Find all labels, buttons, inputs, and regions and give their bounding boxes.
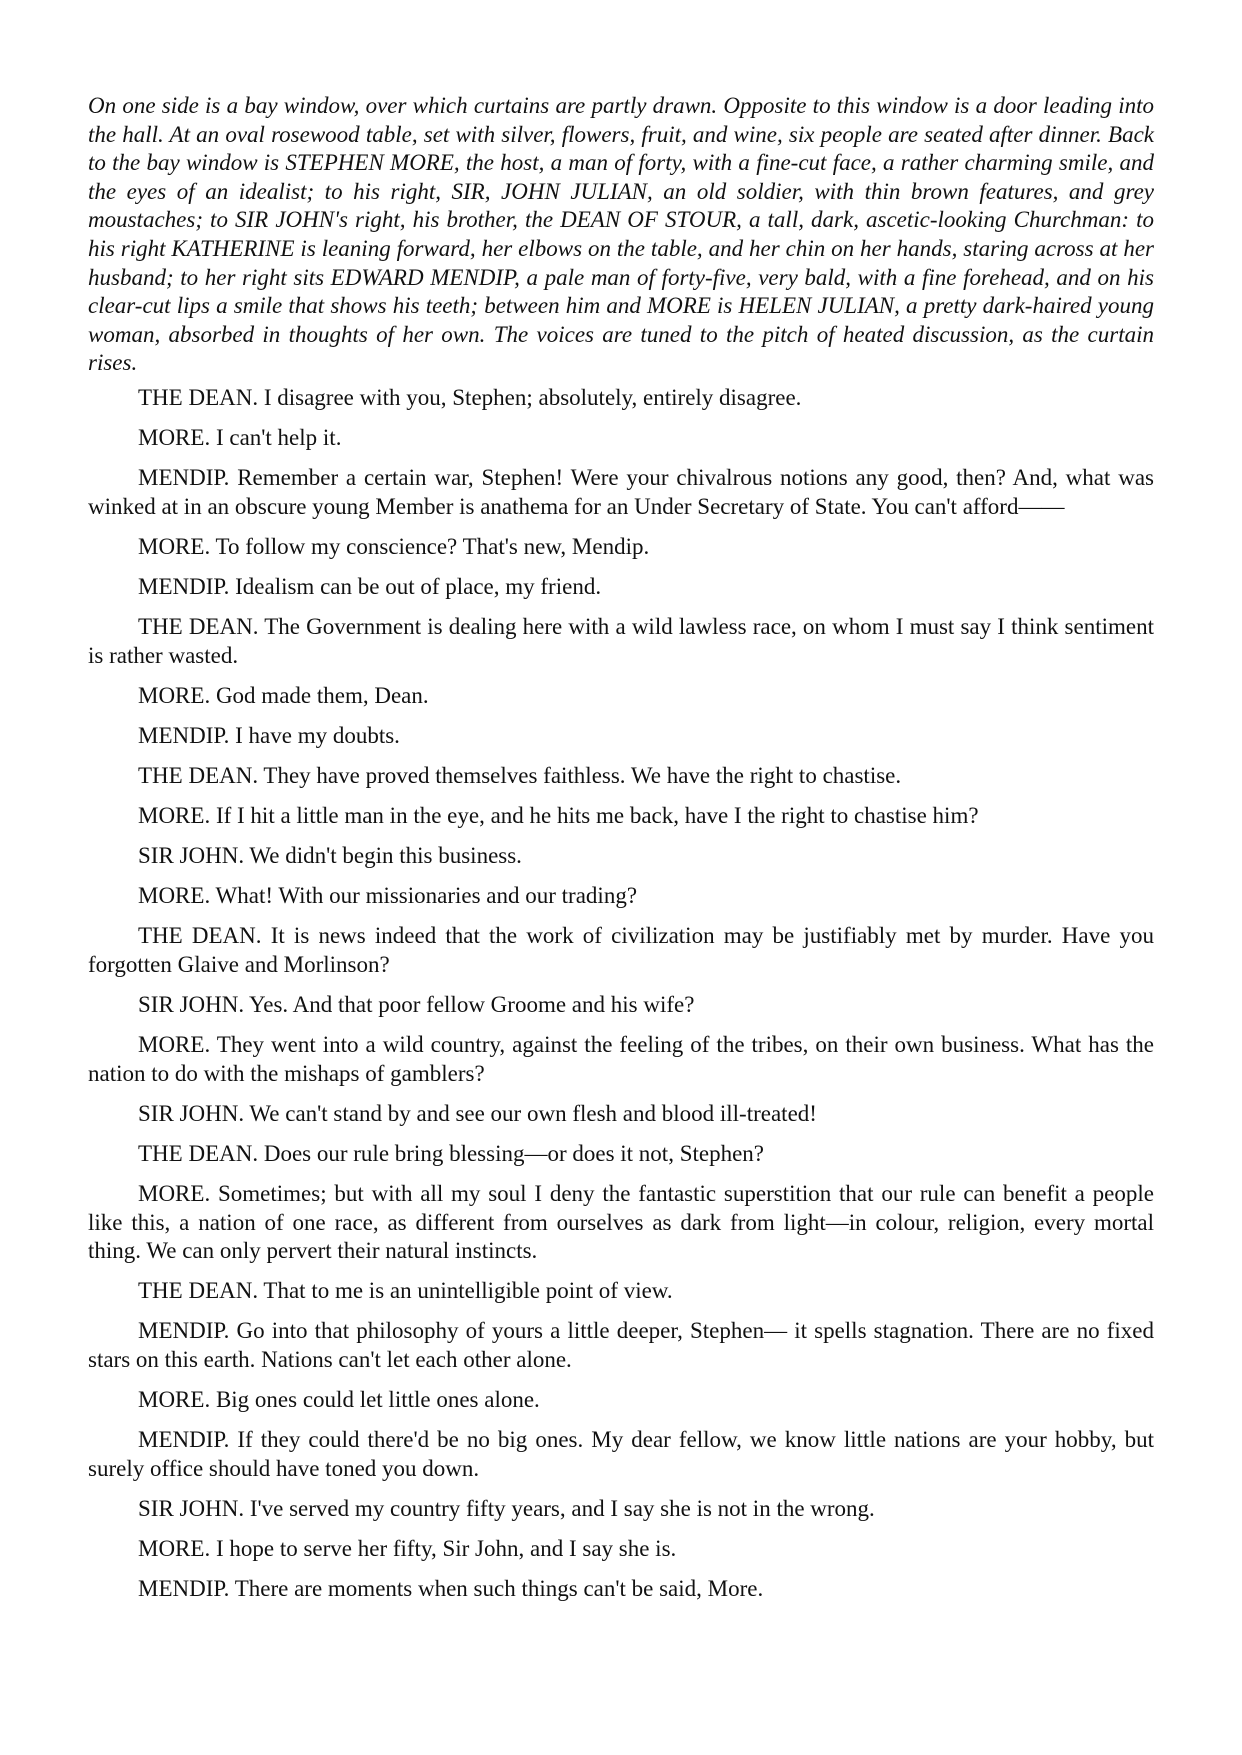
dialogue-line: MENDIP. Remember a certain war, Stephen! Were your chivalrous notions any good, then? And, what was winked at in an obscure young Member is anathema for an Under Secretary of State. You can't afford—— <box>88 465 1154 519</box>
dialogue-line: THE DEAN. It is news indeed that the work of civilization may be justifiably met by murder. Have you forgotten Glaive and Morlinson? <box>88 923 1154 977</box>
dialogue-line: MENDIP. There are moments when such things can't be said, More. <box>138 1575 764 1601</box>
dialogue-line: MENDIP. If they could there'd be no big ones. My dear fellow, we know little nations are your hobby, but surely office should have toned you down. <box>88 1427 1154 1481</box>
dialogue-line: THE DEAN. They have proved themselves faithless. We have the right to chastise. <box>138 762 902 788</box>
dialogue-line: THE DEAN. Does our rule bring blessing—or does it not, Stephen? <box>138 1140 765 1166</box>
dialogue-line: MORE. What! With our missionaries and our trading? <box>138 883 638 909</box>
dialogue-line: THE DEAN. That to me is an unintelligible point of view. <box>138 1278 673 1304</box>
dialogue-line: MENDIP. I have my doubts. <box>138 722 400 748</box>
dialogue-line: SIR JOHN. We can't stand by and see our own flesh and blood ill-treated! <box>138 1100 817 1126</box>
document-page <box>88 92 1154 1615</box>
dialogue-line: MORE. They went into a wild country, against the feeling of the tribes, on their own business. What has the nation to do with the mishaps of gamblers? <box>88 1032 1154 1086</box>
dialogue-line: MORE. God made them, Dean. <box>138 682 429 708</box>
dialogue-line: MORE. I can't help it. <box>138 425 342 451</box>
dialogue-line: SIR JOHN. We didn't begin this business. <box>138 843 522 869</box>
dialogue-line: MORE. Sometimes; but with all my soul I deny the fantastic superstition that our rule can benefit a people like this, a nation of one race, as different from ourselves as dark from light—in colour, religion, every mortal thing. We can only pervert their natural instincts. <box>88 1180 1154 1264</box>
dialogue-line: THE DEAN. The Government is dealing here with a wild lawless race, on whom I must say I think sentiment is rather wasted. <box>88 614 1154 668</box>
stage-direction: On one side is a bay window, over which curtains are partly drawn. Opposite to this window is a door leading into the hall. At an oval rosewood table, set with silver, flowers, fruit, and wine, six people are seated after dinner. Back to the bay window is STEPHEN MORE, the host, a man of forty, with a fine-cut face, a rather charming smile, and the eyes of an idealist; to his right, SIR, JOHN JULIAN, an old soldier, with thin brown features, and grey moustaches; to SIR JOHN's right, his brother, the DEAN OF STOUR, a tall, dark, ascetic-looking Churchman: to his right KATHERINE is leaning forward, her elbows on the table, and her chin on her hands, staring across at her husband; to her right sits EDWARD MENDIP, a pale man of forty-five, very bald, with a fine forehead, and on his clear-cut lips a smile that shows his teeth; between him and MORE is HELEN JULIAN, a pretty dark-haired young woman, absorbed in thoughts of her own. The voices are tuned to the pitch of heated discussion, as the curtain rises. <box>88 93 1154 376</box>
dialogue-line: MORE. If I hit a little man in the eye, and he hits me back, have I the right to chastise him? <box>138 802 979 828</box>
dialogue-line: MENDIP. Idealism can be out of place, my friend. <box>138 573 602 599</box>
dialogue-line: MORE. I hope to serve her fifty, Sir John, and I say she is. <box>138 1535 677 1561</box>
dialogue-line: THE DEAN. I disagree with you, Stephen; absolutely, entirely disagree. <box>138 384 802 410</box>
dialogue-line: MORE. To follow my conscience? That's new, Mendip. <box>138 533 650 559</box>
dialogue-line: SIR JOHN. Yes. And that poor fellow Groome and his wife? <box>138 991 695 1017</box>
dialogue-line: SIR JOHN. I've served my country fifty years, and I say she is not in the wrong. <box>138 1495 875 1521</box>
dialogue-line: MORE. Big ones could let little ones alone. <box>138 1386 540 1412</box>
dialogue-line: MENDIP. Go into that philosophy of yours a little deeper, Stephen— it spells stagnation. There are no fixed stars on this earth. Nations can't let each other alone. <box>88 1318 1154 1372</box>
